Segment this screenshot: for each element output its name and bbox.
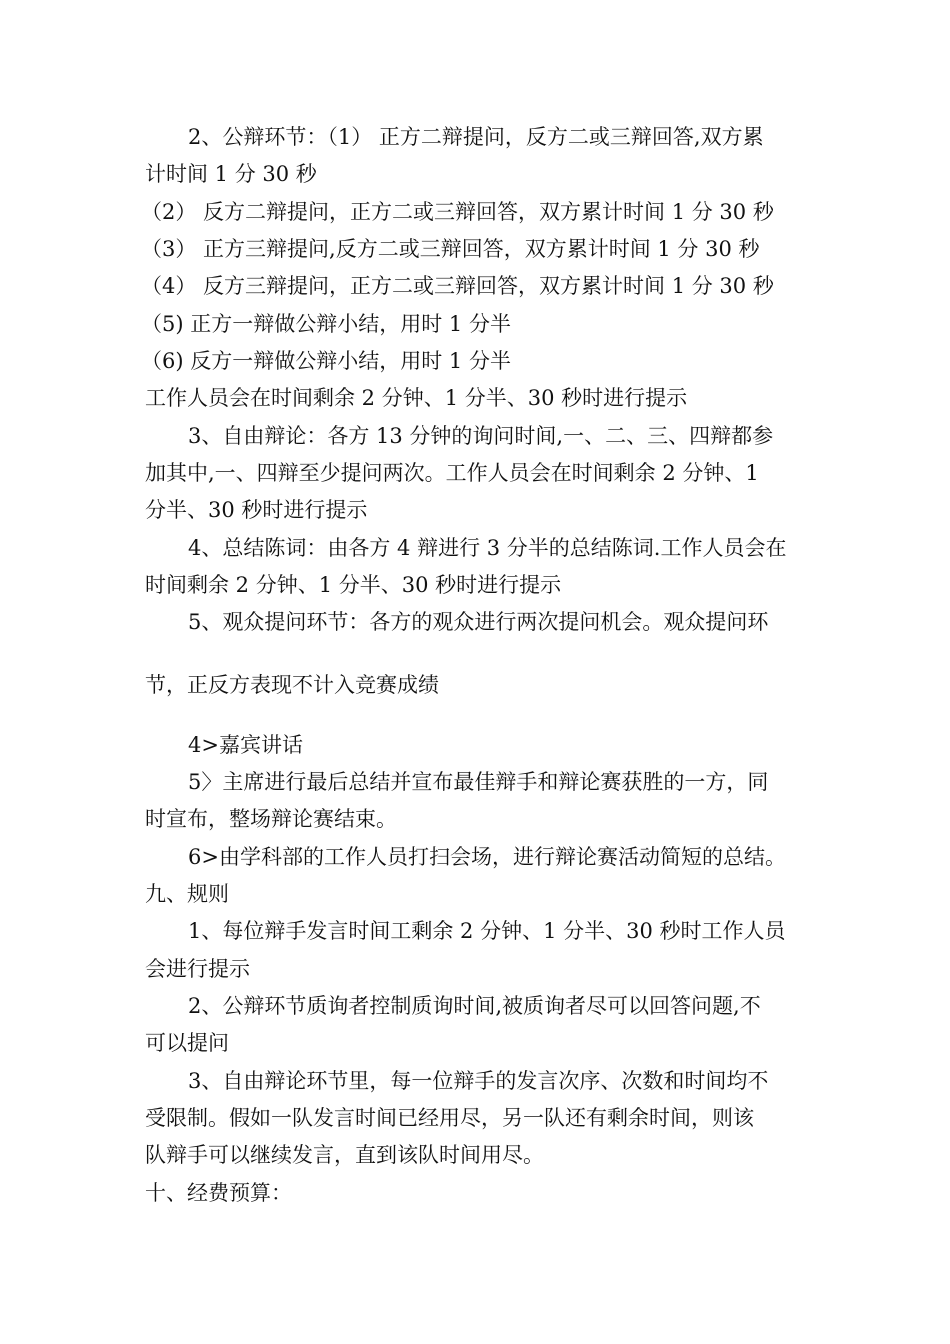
paragraph-line-closing-statement-cont: 时间剩余 2 分钟、1 分半、30 秒时进行提示 <box>145 573 562 597</box>
paragraph-line-open-debate-4: （4） 反方三辩提问，正方二或三辩回答，双方累计时间 1 分 30 秒 <box>141 274 774 298</box>
paragraph-line-rule-3-cont-1: 受限制。假如一队发言时间已经用尽，另一队还有剩余时间，则该 <box>145 1106 754 1130</box>
section-heading-rules: 九、规则 <box>145 882 229 906</box>
paragraph-line-closing-statement: 4、总结陈词：由各方 4 辩进行 3 分半的总结陈词.工作人员会在 <box>188 536 787 560</box>
paragraph-line-audience-questions: 5、观众提问环节：各方的观众进行两次提问机会。观众提问环 <box>188 610 769 634</box>
section-heading-budget: 十、经费预算： <box>145 1181 292 1205</box>
paragraph-line-open-debate-5: （5) 正方一辩做公辩小结，用时 1 分半 <box>141 312 511 336</box>
paragraph-line-guest-speech: 4>嘉宾讲话 <box>188 733 303 757</box>
paragraph-line-rule-2-cont: 可以提问 <box>145 1031 229 1055</box>
paragraph-line-chair-summary-cont: 时宣布，整场辩论赛结束。 <box>145 807 397 831</box>
paragraph-line-rule-1-cont: 会进行提示 <box>145 957 250 981</box>
paragraph-line-open-debate-3: （3） 正方三辩提问,反方二或三辩回答，双方累计时间 1 分 30 秒 <box>141 237 760 261</box>
paragraph-line-open-debate-2: （2） 反方二辩提问，正方二或三辩回答，双方累计时间 1 分 30 秒 <box>141 200 774 224</box>
paragraph-line-rule-2: 2、公辩环节质询者控制质询时间,被质询者尽可以回答问题,不 <box>188 994 761 1018</box>
paragraph-line-audience-questions-cont: 节，正反方表现不计入竞赛成绩 <box>145 673 439 697</box>
paragraph-line-rule-3: 3、自由辩论环节里，每一位辩手的发言次序、次数和时间均不 <box>188 1069 769 1093</box>
paragraph-line-cleanup: 6>由学科部的工作人员打扫会场，进行辩论赛活动简短的总结。 <box>188 845 786 869</box>
paragraph-line-free-debate: 3、自由辩论：各方 13 分钟的询问时间,一、二、三、四辩都参 <box>188 424 774 448</box>
paragraph-line-rule-3-cont-2: 队辩手可以继续发言，直到该队时间用尽。 <box>145 1143 544 1167</box>
paragraph-line-open-debate-1: 2、公辩环节：（1） 正方二辩提问，反方二或三辩回答,双方累 <box>188 125 764 149</box>
paragraph-line-staff-reminder: 工作人员会在时间剩余 2 分钟、1 分半、30 秒时进行提示 <box>145 386 688 410</box>
paragraph-line-free-debate-cont-2: 分半、30 秒时进行提示 <box>145 498 368 522</box>
paragraph-line-chair-summary: 5〉主席进行最后总结并宣布最佳辩手和辩论赛获胜的一方，同 <box>188 770 769 794</box>
paragraph-line-free-debate-cont-1: 加其中,一、四辩至少提问两次。工作人员会在时间剩余 2 分钟、1 <box>145 461 759 485</box>
paragraph-line-open-debate-6: （6) 反方一辩做公辩小结，用时 1 分半 <box>141 349 511 373</box>
paragraph-line-open-debate-1-cont: 计时间 1 分 30 秒 <box>145 162 317 186</box>
paragraph-line-rule-1: 1、每位辩手发言时间工剩余 2 分钟、1 分半、30 秒时工作人员 <box>188 919 786 943</box>
